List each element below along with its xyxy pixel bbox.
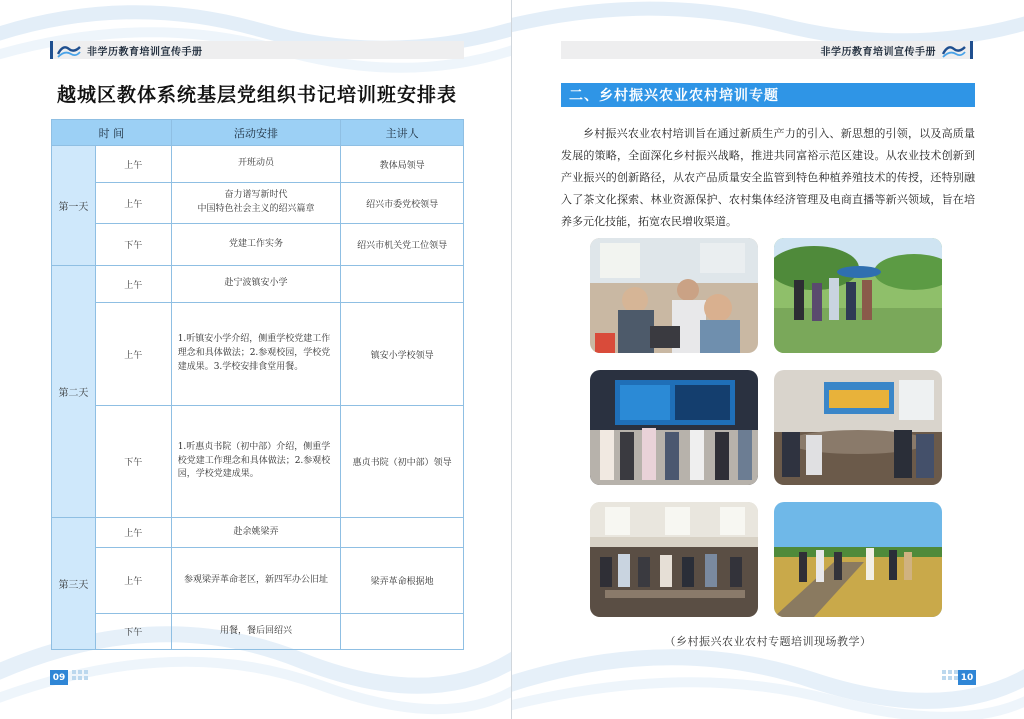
photo-lecture-hall [590,502,758,617]
time-slot: 下午 [95,406,171,518]
table-row [52,548,464,614]
speaker-cell [341,614,464,650]
table-row [52,614,464,650]
table-row [52,303,464,406]
table-row [52,146,464,183]
activity-cell: 1.听惠贞书院（初中部）介绍，侧重学校党建工作理念和具体做法；2.参观校园，学校党建成果。 [171,406,341,518]
activity-cell: 奋力谱写新时代 中国特色社会主义的绍兴篇章 [171,183,341,224]
activity-cell: 赴余姚梁弄 [171,518,341,548]
activity-cell: 1.听镇安小学介绍，侧重学校党建工作理念和具体做法；2.参观校园，学校党建成果。3.学校安排食堂用餐。 [171,303,341,406]
table-row [52,224,464,266]
photo-meeting-room [774,370,942,485]
activity-cell: 党建工作实务 [171,224,341,266]
table-header-row [52,120,464,146]
time-slot: 下午 [95,224,171,266]
header-accent-bar [970,41,973,59]
activity-cell: 用餐，餐后回绍兴 [171,614,341,650]
photo-caption: （乡村振兴农业农村专题培训现场教学） [664,635,872,648]
table-row [52,518,464,548]
section-title: 二、乡村振兴农业农村培训专题 [561,83,975,107]
time-slot: 上午 [95,146,171,183]
time-slot: 上午 [95,518,171,548]
activity-cell: 赴宁波镇安小学 [171,266,341,303]
section-paragraph: 乡村振兴农业农村培训旨在通过新质生产力的引入、新思想的引领，以及高质量发展的策略，全面深化乡村振兴战略，推进共同富裕示范区建设。从农业技术创新到产业振兴的创新路径，从农产品质量安全监管到特色种植养殖技术的传授，还特别融入了茶文化探索、林业资源保护、农村集体经济管理及电商直播等新兴领域，旨在培养多元化技能，拓宽农民增收渠道。 [561,127,975,228]
time-slot: 上午 [95,266,171,303]
speaker-cell [341,266,464,303]
header-accent-bar [50,41,53,59]
speaker-cell: 梁弄革命根据地 [341,548,464,614]
speaker-cell: 镇安小学校领导 [341,303,464,406]
time-slot: 上午 [95,548,171,614]
page-number-dots [72,670,88,680]
photo-rice-field [774,502,942,617]
header-time: 时 间 [52,120,172,146]
table-row [52,266,464,303]
photo-field-visit [774,238,942,353]
page-number: 10 [958,670,976,685]
table-row [52,406,464,518]
activity-cell: 开班动员 [171,146,341,183]
activity-cell: 参观梁弄革命老区，新四军办公旧址 [171,548,341,614]
page-number-dots [942,670,958,680]
day-label: 第三天 [52,518,96,650]
day-label: 第一天 [52,146,96,266]
decorative-wave-bottom [512,590,1024,719]
header-title: 非学历教育培训宣传手册 [820,46,936,58]
page-number: 09 [50,670,68,685]
time-slot: 下午 [95,614,171,650]
photo-classroom-tablets [590,238,758,353]
schedule-table [51,119,464,650]
table-row [52,183,464,224]
header-activity: 活动安排 [171,120,341,146]
right-page [512,0,1024,719]
wave-logo-icon [942,42,966,58]
time-slot: 上午 [95,303,171,406]
day-label: 第二天 [52,266,96,518]
speaker-cell: 绍兴市委党校领导 [341,183,464,224]
speaker-cell: 教体局领导 [341,146,464,183]
speaker-cell: 绍兴市机关党工位领导 [341,224,464,266]
photo-control-center [590,370,758,485]
wave-logo-icon [57,42,81,58]
time-slot: 上午 [95,183,171,224]
schedule-title: 越城区教体系统基层党组织书记培训班安排表 [56,84,457,106]
speaker-cell [341,518,464,548]
header-title: 非学历教育培训宣传手册 [87,46,203,58]
header-speaker: 主讲人 [341,120,464,146]
page-header-right [561,41,973,59]
speaker-cell: 惠贞书院（初中部）领导 [341,406,464,518]
page-header [50,41,464,59]
